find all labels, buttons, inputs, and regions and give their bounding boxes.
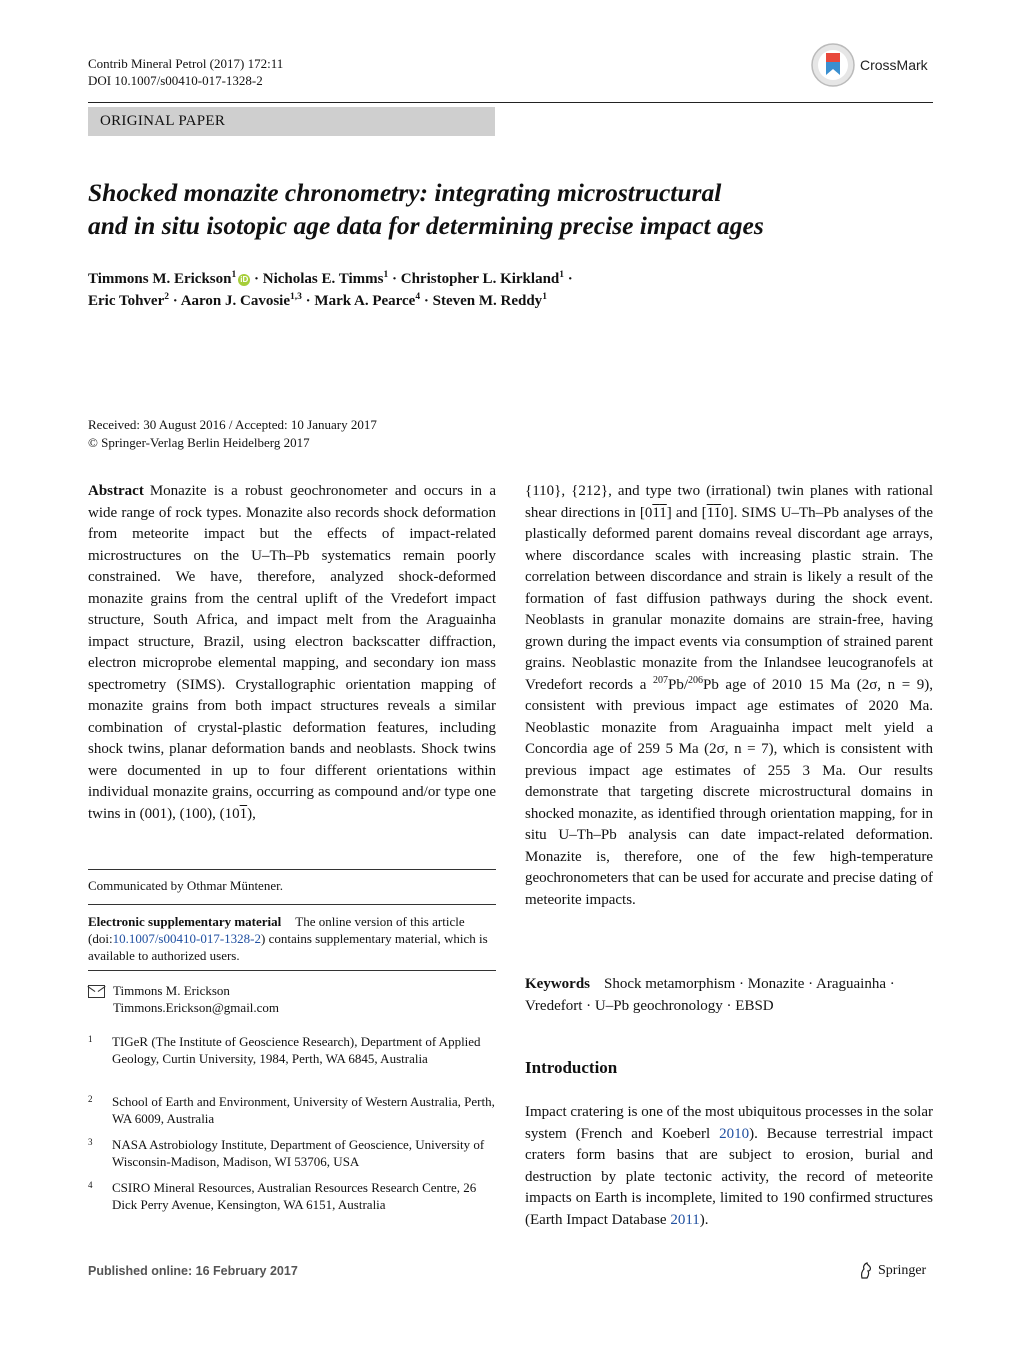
section-heading-introduction: Introduction bbox=[525, 1058, 618, 1077]
author-affiliation-ref: 1 bbox=[542, 292, 547, 302]
affiliation-text: School of Earth and Environment, University of Western Australia, Perth, WA 6009, Australia bbox=[112, 1094, 495, 1126]
author-line-2 bbox=[88, 290, 933, 312]
author-name[interactable]: Aaron J. Cavosie bbox=[180, 293, 291, 309]
affiliation-item bbox=[88, 1033, 496, 1067]
affiliation-number: 3 bbox=[88, 1137, 93, 1147]
isotope-superscript: 206 bbox=[688, 674, 703, 686]
author-affiliation-ref: 2 bbox=[164, 292, 170, 302]
author-name[interactable]: Mark A. Pearce bbox=[314, 293, 416, 309]
author-affiliation-ref: 1 bbox=[383, 270, 389, 280]
corresponding-author-details bbox=[113, 982, 279, 1016]
author-affiliation-ref: 4 bbox=[415, 292, 421, 302]
author-name[interactable]: Steven M. Reddy bbox=[432, 293, 543, 309]
abstract-text-right-3: Pb age of 2010 15 Ma (2σ, n = 9), consistent with previous impact age estimates of 2020 Ma. Neoblastic monazite from Araguainha impact melt yield a Concordia age of 259 5 Ma (2σ, n = 7), which is consistent with previous impact age estimates of 255 3 Ma. Our results demonstrate that targeting discrete microstructural domains in shocked monazite, as identified through orientation mapping, for in situ U–Th–Pb analysis can date impact-related deformation. Monazite is, therefore, one of the few high-temperature geochronometers that can be used for accurate and precise dating of meteorite impacts. bbox=[525, 676, 934, 908]
abstract-left-column bbox=[88, 481, 496, 825]
crossmark-label: CrossMark bbox=[860, 57, 928, 73]
introduction-paragraph bbox=[525, 1102, 933, 1231]
keywords bbox=[525, 973, 933, 1017]
author-separator: · bbox=[301, 293, 315, 309]
envelope-icon bbox=[88, 985, 105, 998]
affiliation-text: NASA Astrobiology Institute, Department of Geoscience, University of Wisconsin-Madison, Madison, WI 53706, USA bbox=[112, 1137, 485, 1169]
article-type-label: ORIGINAL PAPER bbox=[100, 113, 226, 129]
esm-label: Electronic supplementary material bbox=[88, 914, 282, 929]
article-dates bbox=[88, 416, 377, 452]
article-type-banner bbox=[88, 107, 495, 136]
copyright-notice: © Springer-Verlag Berlin Heidelberg 2017 bbox=[88, 435, 310, 450]
orcid-icon[interactable]: iD bbox=[240, 275, 249, 284]
author-separator: · bbox=[250, 271, 263, 287]
overbar-digit: 1 bbox=[659, 504, 667, 521]
author-name[interactable]: Timmons M. Erickson bbox=[88, 271, 232, 287]
isotope-text: Pb/ bbox=[667, 676, 688, 693]
title-line-2: and in situ isotopic age data for determining precise impact ages bbox=[88, 211, 764, 240]
abstract-text-left: Monazite is a robust geochronometer and occurs in a wide range of rock types. Monazite also records shock deformation from meteorite impact but the effects of impact-related microstructures on the U–Th–Pb systematics remain poorly constrained. We have, therefore, analyzed shock-deformed monazite grains from the central uplift of the Vredefort impact structure, South Africa, and impact melt from the Araguainha impact structure, Brazil, using electron backscatter diffraction, electron microprobe elemental mapping, and secondary ion mass spectrometry (SIMS). Crystallographic orientation mapping of monazite grains from both impact structures reveals a similar combination of crystal-plastic deformation features, including shock twins, planar deformation bands and neoblasts. Shock twins were documented in up to four different orientations within individual monazite grains, occurring as compound and/or type one twins in (001), (100), bbox=[88, 483, 496, 822]
communicated-by: Communicated by Othmar Müntener. bbox=[88, 878, 283, 893]
corresponding-author-email[interactable]: Timmons.Erickson@gmail.com bbox=[113, 1000, 280, 1015]
article-title bbox=[88, 176, 933, 242]
keywords-text: Shock metamorphism · Monazite · Araguainha · Vredefort · U–Pb geochronology · EBSD bbox=[525, 976, 895, 1014]
affiliation-item bbox=[88, 1093, 496, 1127]
journal-citation bbox=[88, 55, 283, 89]
published-online-date: Published online: 16 February 2017 bbox=[88, 1264, 298, 1278]
header-rule bbox=[88, 102, 933, 103]
journal-volume: Contrib Mineral Petrol (2017) 172:11 bbox=[88, 56, 284, 71]
author-name[interactable]: Eric Tohver bbox=[88, 293, 165, 309]
crossmark-badge[interactable] bbox=[810, 42, 928, 88]
citation-link[interactable]: 2010 bbox=[719, 1125, 750, 1142]
intro-text-1: Impact cratering is one of the most ubiquitous processes in the solar system (French and Koeberl bbox=[525, 1104, 933, 1142]
corresponding-author bbox=[88, 982, 496, 1016]
author-affiliation-ref: 1,3 bbox=[290, 292, 302, 302]
author-separator: · bbox=[564, 271, 573, 287]
intro-text-2: ). Because terrestrial impact craters form basins that are subject to erosion, burial and destruction by plate tectonic activity, the record of meteorite impacts on Earth is incomplete, limited to 190 confirmed structures (Earth Impact Database bbox=[525, 1125, 933, 1228]
affiliation-number: 2 bbox=[88, 1094, 93, 1104]
journal-doi: DOI 10.1007/s00410-017-1328-2 bbox=[88, 73, 263, 88]
author-name[interactable]: Christopher L. Kirkland bbox=[400, 271, 560, 287]
esm-rule bbox=[88, 904, 496, 905]
author-separator: · bbox=[388, 271, 401, 287]
esm-doi-link[interactable]: 10.1007/s00410-017-1328-2 bbox=[112, 931, 261, 946]
author-affiliation-ref: 1 bbox=[231, 270, 237, 280]
esm-text-1: The online version of this article (doi: bbox=[88, 914, 465, 946]
received-accepted-dates: Received: 30 August 2016 / Accepted: 10 January 2017 bbox=[88, 417, 377, 432]
author-line-1 bbox=[88, 268, 933, 290]
isotope-superscript: 207 bbox=[652, 674, 668, 686]
author-affiliation-ref: 1 bbox=[559, 270, 565, 280]
abstract-text-right-mid: ] and [ bbox=[666, 504, 707, 521]
esm-text-2: ) contains supplementary material, which is available to authorized users. bbox=[88, 931, 488, 963]
plane-open: (10 bbox=[219, 805, 240, 822]
affiliation-number: 4 bbox=[88, 1180, 93, 1190]
abstract-text-right-2: 0]. SIMS U–Th–Pb analyses of the plastically deformed parent domains reveal discordant age arrays, where discordance scales with increasing plastic strain. The correlation between discordance and strain is likely a result of the formation of fast diffusion pathways during the shock event. Neoblasts in granular monazite domains are strain-free, having grown during the impact events via consumption of strained parent grains. Neoblastic monazite from the Inlandsee leucogranofels at Vredefort records a bbox=[525, 504, 933, 693]
correspondence-rule bbox=[88, 970, 496, 971]
plane-close: ), bbox=[247, 805, 256, 822]
author-list bbox=[88, 268, 933, 312]
overbar-digit: 1 bbox=[239, 805, 248, 822]
abstract-plane-notation bbox=[220, 806, 256, 822]
publisher-logo bbox=[858, 1262, 926, 1280]
crossmark-icon bbox=[810, 42, 856, 88]
overbar-digit: 1 bbox=[652, 504, 660, 521]
affiliation-number: 1 bbox=[88, 1034, 93, 1044]
publisher-name: Springer bbox=[878, 1263, 927, 1278]
citation-link[interactable]: 2011 bbox=[670, 1211, 700, 1228]
title-line-1: Shocked monazite chronometry: integrating microstructural bbox=[88, 178, 722, 207]
abstract-right-column bbox=[525, 481, 933, 911]
overbar-digit: 1 bbox=[713, 504, 722, 521]
affiliation-item bbox=[88, 1179, 496, 1213]
footnote-rule bbox=[88, 869, 496, 870]
supplementary-material-note bbox=[88, 913, 496, 964]
abstract-label: Abstract bbox=[88, 483, 144, 499]
springer-horse-icon bbox=[858, 1262, 874, 1280]
affiliation-text: CSIRO Mineral Resources, Australian Resources Research Centre, 26 Dick Perry Avenue, Kensington, WA 6151, Australia bbox=[112, 1180, 477, 1212]
overbar-digit: 1 bbox=[706, 504, 714, 521]
intro-text-3: ). bbox=[699, 1211, 709, 1228]
affiliation-text: TIGeR (The Institute of Geoscience Research), Department of Applied Geology, Curtin University, 1984, Perth, WA 6845, Australia bbox=[112, 1034, 481, 1066]
keywords-label: Keywords bbox=[525, 976, 590, 992]
author-separator: · bbox=[420, 293, 433, 309]
author-separator: · bbox=[169, 293, 181, 309]
abstract-text-right-1: {110}, {212}, and type two (irrational) twin planes with rational shear directions in [0 bbox=[525, 483, 933, 521]
affiliation-item bbox=[88, 1136, 496, 1170]
corresponding-author-name: Timmons M. Erickson bbox=[113, 983, 230, 998]
author-name[interactable]: Nicholas E. Timms bbox=[262, 271, 384, 287]
